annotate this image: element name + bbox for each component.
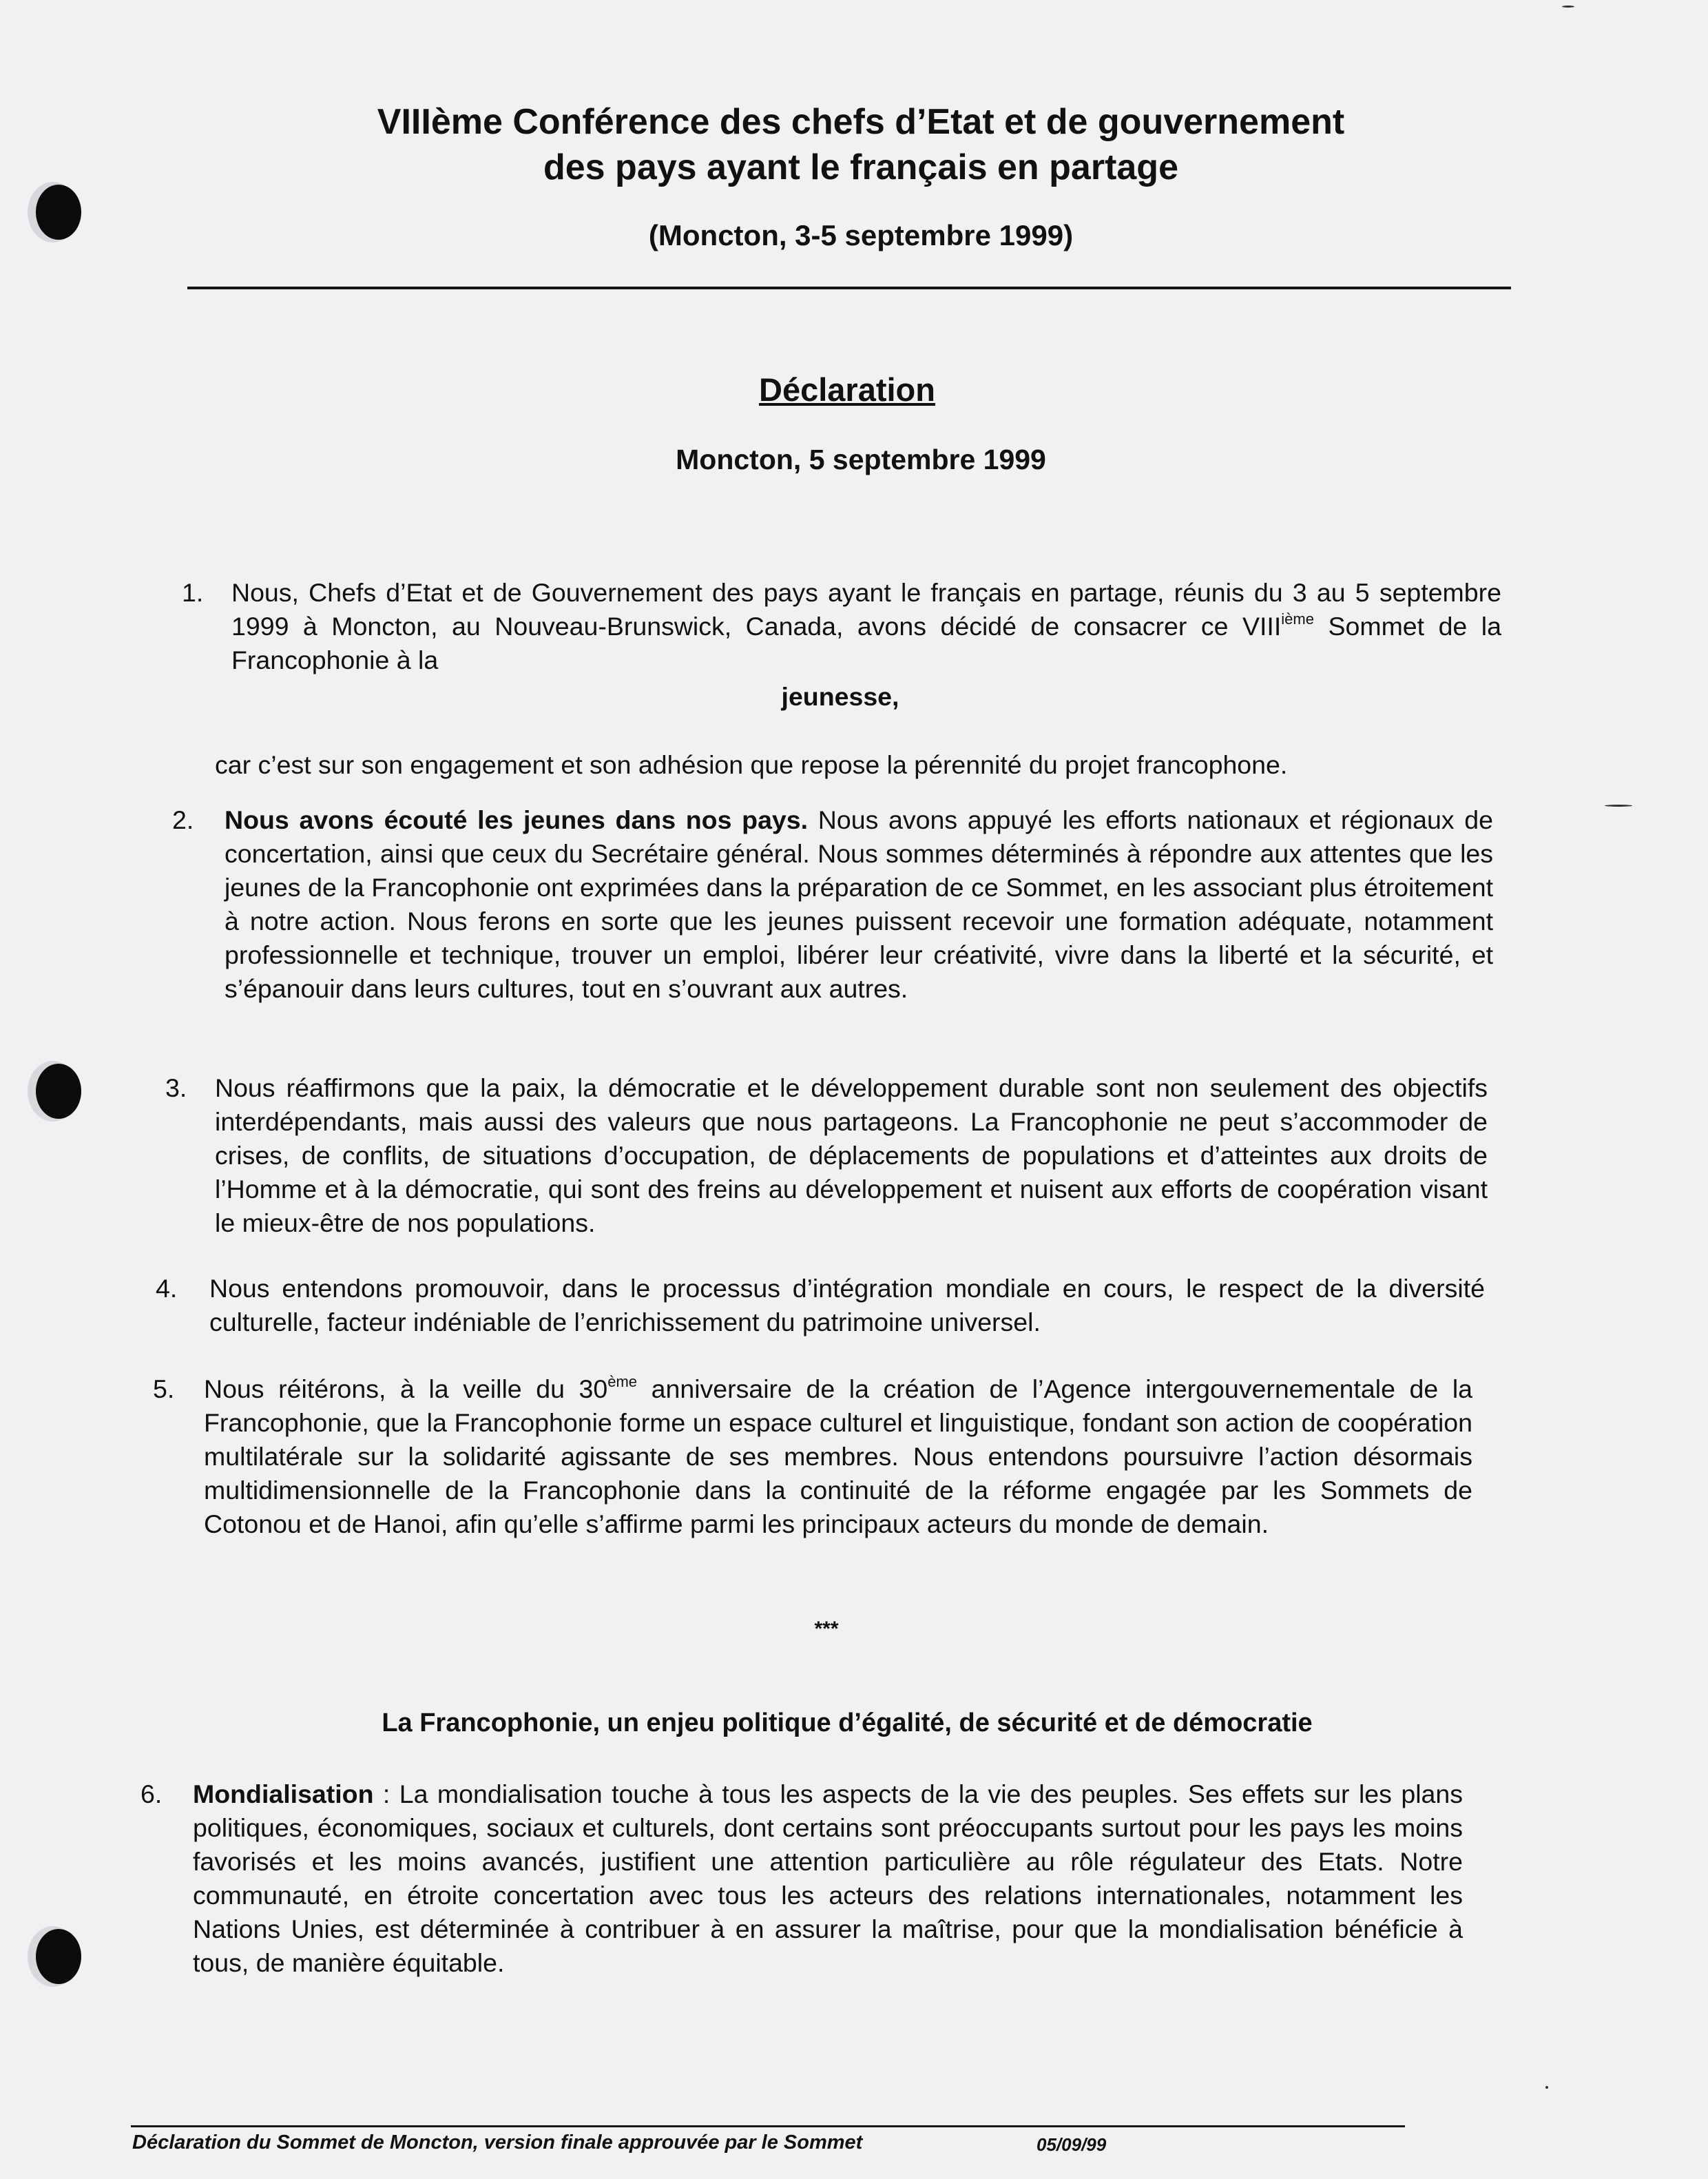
binder-hole-middle — [36, 1064, 81, 1119]
declaration-heading: Déclaration — [759, 371, 935, 408]
section-separator: *** — [814, 1618, 839, 1640]
conference-title-line-1: VIIIème Conférence des chefs d’Etat et de gouvernement — [377, 102, 1345, 142]
item-6-body: : La mondialisation touche à tous les aspects de la vie des peuples. Ses effets sur les plans politiques, économiques, sociaux et culturels, dont certains sont préoccupants surtout pour les pays les moins favorisés et les moins avancés, justifient une attention particulière au rôle régulateur des Etats. Notre communauté, en étroite concertation avec tous les acteurs des relations internationales, notamment les Nations Unies, est déterminée à contribuer à en assurer la maîtrise, pour que la mondialisation bénéficie à tous, de manière équitable. — [193, 1779, 1463, 1977]
item-1-tail: car c’est sur son engagement et son adhésion que repose la pérennité du projet francophone. — [215, 750, 1288, 779]
item-number-4: 4. — [156, 1274, 178, 1303]
binder-hole-top — [36, 185, 81, 240]
declaration-date: Moncton, 5 septembre 1999 — [676, 444, 1046, 475]
scan-speck — [1605, 805, 1632, 807]
item-2-lead: Nous avons écouté les jeunes dans nos pays. — [225, 805, 809, 834]
item-1-text-b: Sommet de la Francophonie à la — [231, 612, 1501, 674]
item-5-superscript: ème — [607, 1373, 638, 1390]
item-1-text-a: Nous, Chefs d’Etat et de Gouvernement des pays ayant le français en partage, réunis du 3 au 5 septembre 1999 à Moncton, au Nouveau-Brunswick, Canada, avons décidé de consacrer ce VIII — [231, 578, 1501, 641]
item-number-2: 2. — [172, 805, 194, 834]
scan-speck — [1545, 2086, 1548, 2089]
item-6-lead: Mondialisation — [193, 1779, 374, 1808]
item-5-text — [204, 1372, 1472, 1541]
scan-speck — [1562, 6, 1574, 8]
item-number-1: 1. — [182, 578, 204, 607]
item-1-superscript: ième — [1281, 610, 1314, 628]
conference-subtitle: (Moncton, 3-5 septembre 1999) — [648, 219, 1074, 251]
item-2-body: Nous avons appuyé les efforts nationaux et régionaux de concertation, ainsi que ceux du Secrétaire général. Nous sommes déterminés à répondre aux attentes que les jeunes de la Francophonie ont exprimées dans la préparation de ce Sommet, en les associant plus étroitement à notre action. Nous ferons en sorte que les jeunes puissent recevoir une formation adéquate, notamment professionnelle et technique, trouver un emploi, libérer leur créativité, vivre dans la liberté et la sécurité, et s’épanouir dans leurs cultures, tout en s’ouvrant aux autres. — [225, 805, 1493, 1003]
header-rule — [187, 287, 1511, 289]
item-5-text-a: Nous réitérons, à la veille du 30 — [204, 1374, 608, 1403]
item-number-5: 5. — [153, 1374, 175, 1403]
footer-date: 05/09/99 — [1037, 2134, 1107, 2155]
item-1-highlight: jeunesse, — [781, 682, 899, 711]
section-title: La Francophonie, un enjeu politique d’égalité, de sécurité et de démocratie — [382, 1708, 1313, 1737]
item-number-3: 3. — [165, 1073, 187, 1102]
item-number-6: 6. — [140, 1779, 163, 1808]
item-5-text-b: anniversaire de la création de l’Agence intergouvernementale de la Francophonie, que la Francophonie forme un espace culturel et linguistique, fondant son action de coopération multilatérale sur la solidarité agissante de ses membres. Nous entendons poursuivre l’action désormais multidimensionnelle de la Francophonie dans la continuité de la réforme engagée par les Sommets de Cotonou et de Hanoi, afin qu’elle s’affirme parmi les principaux acteurs du monde de demain. — [204, 1374, 1473, 1538]
binder-hole-bottom — [36, 1929, 81, 1984]
item-3-text: Nous réaffirmons que la paix, la démocratie et le développement durable sont non seulement des objectifs interdépendants, mais aussi des valeurs que nous partageons. La Francophonie ne peut s’accommoder de crises, de conflits, de situations d’occupation, de déplacements de populations et d’atteintes aux droits de l’Homme et à la démocratie, qui sont des freins au développement et nuisent aux efforts de coopération visant le mieux-être de nos populations. — [215, 1073, 1488, 1237]
item-1-text — [231, 576, 1501, 677]
item-4-text: Nous entendons promouvoir, dans le processus d’intégration mondiale en cours, le respect de la diversité culturelle, facteur indéniable de l’enrichissement du patrimoine universel. — [209, 1274, 1485, 1336]
footer-text: Déclaration du Sommet de Moncton, version finale approuvée par le Sommet — [132, 2131, 863, 2154]
conference-title-line-2: des pays ayant le français en partage — [543, 147, 1178, 187]
item-2-text — [225, 803, 1493, 1006]
footer-rule — [131, 2125, 1405, 2127]
item-6-text — [193, 1777, 1463, 1980]
